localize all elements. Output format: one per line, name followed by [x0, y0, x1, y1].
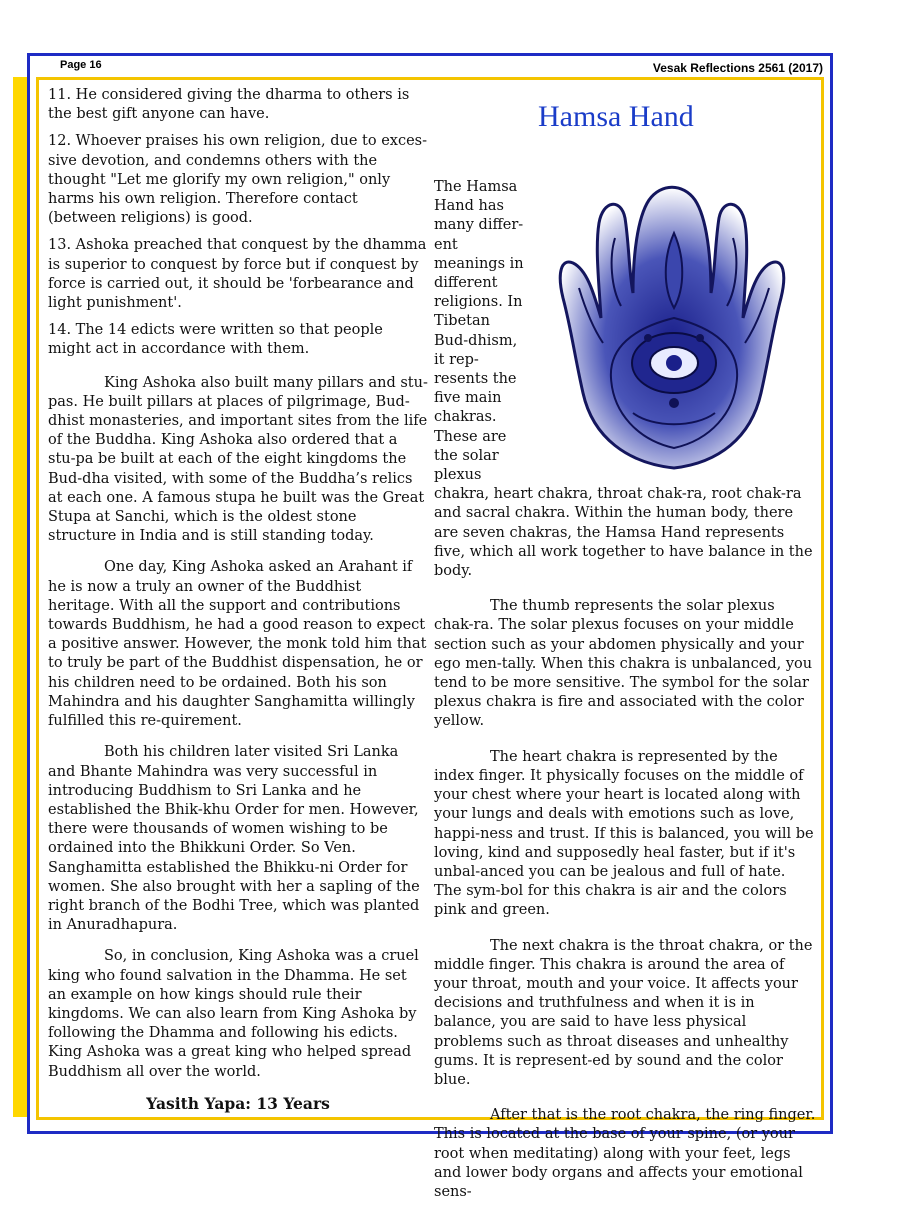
author-byline: Yasith Yapa: 13 Years: [146, 1093, 330, 1113]
edict-12-paragraph: 12. Whoever praises his own religion, due to exces-sive devotion, and condemns others with the thought "Let me glorify my own religion," only harms his own religion. Therefore contact (between religions) is good.: [48, 133, 427, 227]
pillars-paragraph: King Ashoka also built many pillars and stu-pas. He built pillars at places of pilgrimage, Bud-dhist monasteries, and important sites from the life of the Buddha. King Ashoka also ordered that a stu-pa be built at each of the eight kingdoms the Bud-dha visited, with some of the Buddha’s relics at each one. A famous stupa he built was the Great Stupa at Sanchi, which is the oldest stone structure in India and is still standing today.: [48, 374, 428, 545]
hamsa-hand-title: Hamsa Hand: [538, 100, 694, 133]
hamsa-intro-paragraph: The Hamsa Hand has many differ-ent meanings in different religions. In Tibetan Bud-dhism, it rep-resents the five main chakras. These are the solar plexus chakra, heart chakra, throat chak-ra, root chak-ra and sacral chakra. Within the human body, there are seven chakras, the Hamsa Hand represents five, which all work together to have balance in the body.: [434, 179, 813, 580]
page-number: Page 16: [60, 59, 102, 71]
hamsa-hand-illustration: [533, 178, 816, 473]
arahant-paragraph: One day, King Ashoka asked an Arahant if he is now a truly an owner of the Buddhist heritage. With all the support and contributions towards Buddhism, he had a good reason to expect a positive answer. However, the monk told him that to truly be part of the Buddhist dispensation, he or his children need to be ordained. Both his son Mahindra and his daughter Sanghamitta willingly fulfilled this re-quirement.: [48, 559, 427, 730]
solar-plexus-paragraph: The thumb represents the solar plexus chak-ra. The solar plexus focuses on your middle section such as your abdomen physically and your ego men-tally. When this chakra is unbalanced, you tend to be more sensitive. The symbol for the solar plexus chakra is fire and associated with the color yellow.: [434, 598, 813, 730]
edict-14-paragraph: 14. The 14 edicts were written so that people might act in accordance with them.: [48, 322, 383, 358]
root-chakra-paragraph: After that is the root chakra, the ring finger. This is located at the base of your spine, (or your root when meditating) along with your feet, legs and lower body organs and affects your emotional sens-: [434, 1107, 816, 1200]
edict-11-paragraph: 11. He considered giving the dharma to others is the best gift anyone can have.: [48, 87, 410, 123]
left-article-column: [48, 86, 428, 1113]
right-article-column: [434, 178, 816, 1218]
publication-title: Vesak Reflections 2561 (2017): [652, 61, 823, 75]
heart-chakra-paragraph: The heart chakra is represented by the index finger. It physically focuses on the middle of your chest where your heart is located along with your lungs and deals with emotions such as love, happi-ness and trust. If this is balanced, you will be loving, kind and supposedly heal faster, but if it's unbal-anced you can be jealous and full of hate. The sym-bol for this chakra is air and the colors pink and green.: [434, 748, 814, 919]
throat-chakra-paragraph: The next chakra is the throat chakra, or the middle finger. This chakra is around the area of your throat, mouth and your voice. It affects your decisions and truthfulness and when it is in balance, you are said to have less physical problems such as throat diseases and unhealthy gums. It is represent-ed by sound and the color blue.: [434, 937, 813, 1088]
edict-13-paragraph: 13. Ashoka preached that conquest by the dhamma is superior to conquest by force but if conquest by force is carried out, it should be 'forbearance and light punishment'.: [48, 237, 427, 312]
conclusion-paragraph: So, in conclusion, King Ashoka was a cruel king who found salvation in the Dhamma. He set an example on how kings should rule their kingdoms. We can also learn from King Ashoka by following the Dhamma and following his edicts. King Ashoka was a great king who helped spread Buddhism all over the world.: [48, 948, 419, 1080]
sri-lanka-paragraph: Both his children later visited Sri Lanka and Bhante Mahindra was very successful in introducing Buddhism to Sri Lanka and he established the Bhik-khu Order for men. However, there were thousands of women wishing to be ordained into the Bhikkuni Order. So Ven. Sanghamitta established the Bhikku-ni Order for women. She also brought with her a sapling of the right branch of the Bodhi Tree, which was planted in Anuradhapura.: [48, 744, 420, 934]
